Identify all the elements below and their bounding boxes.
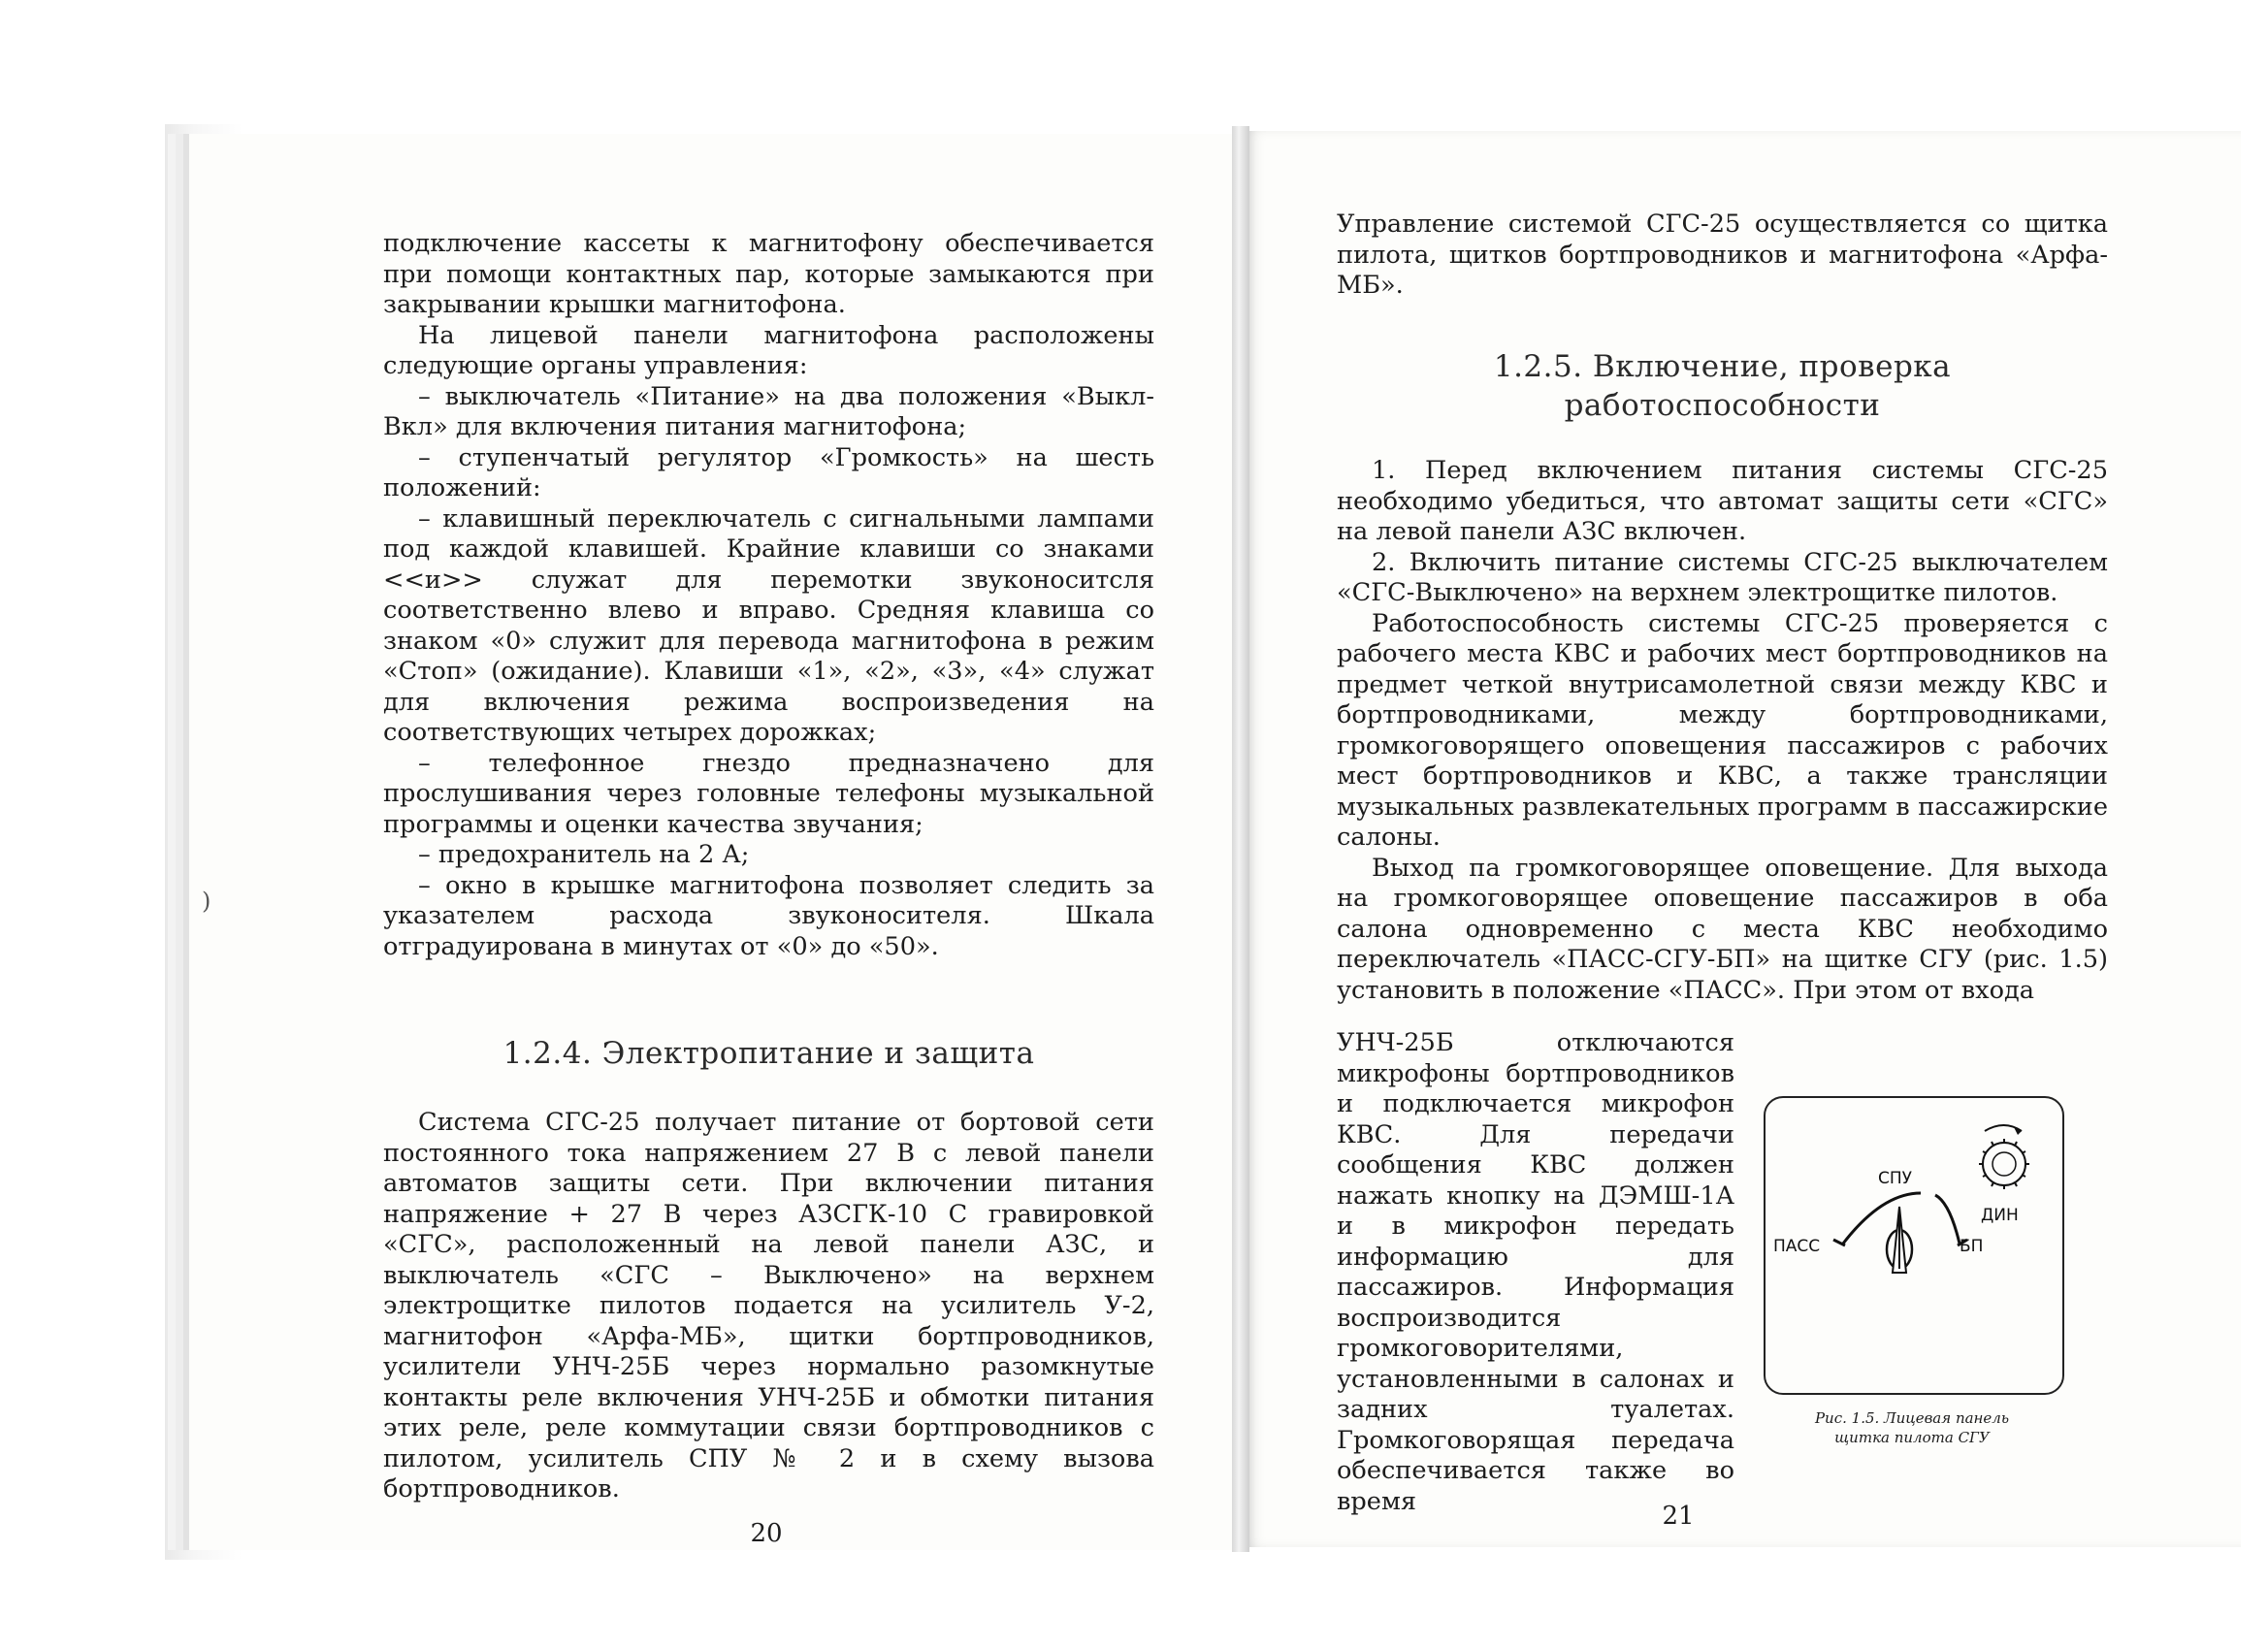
wrap-paragraph: УНЧ-25Б отключаются микрофоны бортпроводников и подключается микрофон КВС. Для передачи сообщения КВС должен нажать кнопку на ДЭМШ-1А и в микрофон передать информацию для пассажиров. Информация воспроизводится громкоговорителями, установленными в салонах и задних туалетах. Громкоговорящая передача обеспечивается также во время [1337, 1028, 1734, 1516]
figure-caption [1764, 1408, 2060, 1447]
right-page-body [1337, 456, 2108, 1006]
caption-line-1: Рис. 1.5. Лицевая панель [1814, 1409, 2010, 1427]
volume-knob-icon [1979, 1125, 2029, 1189]
label-bp: БП [1960, 1237, 1984, 1256]
paragraph: – выключатель «Питание» на два положения «Выкл-Вкл» для включения питания магнитофона; [383, 381, 1154, 441]
panel-drawing [1766, 1098, 2062, 1393]
paragraph: подключение кассеты к магнитофону обеспечивается при помощи контактных пар, которые замыкаются при закрывании крышки магнитофона. [383, 229, 1154, 319]
paragraph: Работоспособность системы СГС-25 проверяется с рабочего места КВС и рабочих мест бортпроводников на предмет четкой внутрисамолетной связи между КВС и бортпроводниками, между бортпроводниками, громкоговорящего оповещения пассажиров с рабочих мест бортпроводников и КВС, а также трансляции музыкальных развлекательных программ в пассажирские салоны. [1337, 608, 2108, 852]
paragraph: На лицевой панели магнитофона расположены следующие органы управления: [383, 320, 1154, 380]
heading-line-1: 1.2.5. Включение, проверка [1493, 349, 1952, 384]
intro-paragraph: Управление системой СГС-25 осуществляется со щитка пилота, щитков бортпроводников и магнитофона «Арфа-МБ». [1337, 210, 2108, 300]
paragraph: – окно в крышке магнитофона позволяет следить за указателем расхода звуконосителя. Шкала отградуирована в минутах от «0» до «50». [383, 870, 1154, 961]
margin-mark: ) [202, 888, 211, 915]
heading-line-2: работоспособности [1564, 388, 1881, 423]
book-spine [1232, 126, 1249, 1552]
left-page-body-2 [383, 1108, 1154, 1505]
caption-line-2: щитка пилота СГУ [1834, 1429, 1990, 1446]
paragraph: – телефонное гнездо предназначено для прослушивания через головные телефоны музыкальной программы и оценки качества звучания; [383, 748, 1154, 839]
paragraph: Система СГС-25 получает питание от бортовой сети постоянного тока напряжением 27 В с левой панели автоматов защиты сети. При включении питания напряжение + 27 В через АЗСГК-10 С гравировкой «СГС», расположенный на левой панели АЗС, и выключатель «СГС – Выключено» на верхнем электрощитке пилотов подается на усилитель У-2, магнитофон «Арфа-МБ», щитки бортпроводников, усилители УНЧ-25Б через нормально разомкнутые контакты реле включения УНЧ-25Б и обмотки питания этих реле, реле коммутации связи бортпроводников с пилотом, усилитель СПУ № 2 и в схему вызова бортпроводников. [383, 1108, 1154, 1504]
page-number-left: 20 [750, 1519, 783, 1548]
figure-panel-sgu [1764, 1096, 2064, 1395]
section-heading-1-2-5 [1337, 347, 2108, 425]
paragraph: – клавишный переключатель с сигнальными лампами под каждой клавишей. Крайние клавиши со знаками <<и>> служат для перемотки звуконоситсля соответственно влево и вправо. Средняя клавиша со знаком «0» служит для перевода магнитофона в режим «Стоп» (ожидание). Клавиши «1», «2», «3», «4» служат для включения режима воспроизведения на соответствующих четырех дорожках; [383, 503, 1154, 747]
label-spu: СПУ [1878, 1169, 1913, 1188]
figure-wrap-text [1337, 1028, 1734, 1517]
left-page-body [383, 229, 1154, 962]
paragraph: Выход па громкоговорящее оповещение. Для выхода на громкоговорящее оповещение пассажиров в оба салона одновременно с места КВС необходимо переключатель «ПАСС-СГУ-БП» на щитке СГУ (рис. 1.5) установить в положение «ПАСС». При этом от входа [1337, 853, 2108, 1005]
right-page-intro [1337, 210, 2108, 302]
paragraph: – предохранитель на 2 А; [418, 840, 750, 869]
label-pass: ПАСС [1773, 1237, 1821, 1256]
paragraph: – ступенчатый регулятор «Громкость» на шесть положений: [383, 442, 1154, 502]
label-din: ДИН [1981, 1206, 2019, 1225]
page-number-right: 21 [1662, 1502, 1695, 1531]
section-heading-1-2-4: 1.2.4. Электропитание и защита [502, 1036, 1035, 1071]
paragraph: 2. Включить питание системы СГС-25 выключателем «СГС-Выключено» на верхнем электрощитке пилотов. [1337, 547, 2108, 607]
selector-switch-icon [1833, 1193, 1967, 1273]
paragraph: 1. Перед включением питания системы СГС-25 необходимо убедиться, что автомат защиты сети «СГС» на левой панели АЗС включен. [1337, 456, 2108, 546]
